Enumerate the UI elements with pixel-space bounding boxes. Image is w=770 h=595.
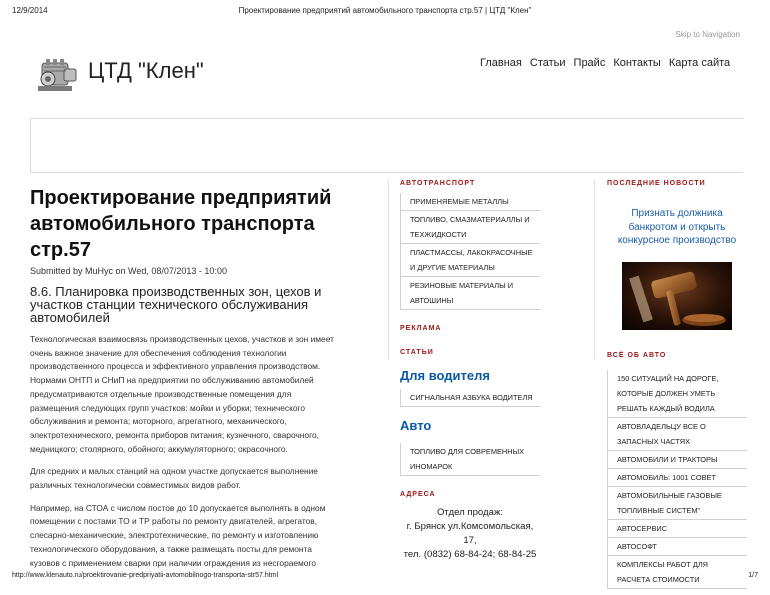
print-date: 12/9/2014 — [12, 6, 48, 15]
all-about-auto-menu-item-label: КОТОРЫЕ ДОЛЖЕН УМЕТЬ — [617, 388, 716, 398]
article-title-line: Проектирование предприятий — [30, 187, 332, 209]
banner-area — [30, 118, 743, 173]
address-line: тел. (0832) 68-84-24; 68-84-25 — [403, 549, 537, 560]
all-about-auto-menu-item[interactable] — [607, 538, 747, 556]
print-page-url: http://www.klenauto.ru/proektirovanie-predpriyatii-avtomobilnogo-transporta-str57.html — [12, 572, 279, 579]
all-about-auto-menu — [607, 370, 747, 589]
autotransport-menu — [400, 193, 540, 310]
autotransport-menu-item[interactable] — [400, 277, 540, 310]
autotransport-menu-item-label: АВТОШИНЫ — [410, 296, 454, 305]
all-about-auto-menu-item[interactable] — [607, 487, 747, 520]
article-subtitle-line: 8.6. Планировка производственных зон, цехов и — [30, 284, 322, 299]
for-drivers-link[interactable]: Для водителя — [400, 368, 490, 383]
article-title-line: автомобильного транспорта — [30, 213, 315, 235]
article-paragraph-line: медницкого; столярного, обойного; аккумуляторного; окрасочного. — [30, 443, 288, 454]
print-page-number: 1/7 — [748, 572, 758, 579]
auto-menu-item-label: ИНОМАРОК — [410, 462, 453, 471]
article-paragraph-line: различных технологически совместимых видов работ. — [30, 480, 241, 491]
all-about-auto-menu-item-label: АВТОМОБИЛИ И ТРАКТОРЫ — [617, 454, 718, 464]
article-subtitle-line: участков станции технического обслуживания — [30, 297, 309, 312]
article-paragraph-line: предусматриваются отдельные производственные помещения для — [30, 388, 292, 399]
skip-to-navigation-link[interactable]: Skip to Navigation — [675, 30, 740, 39]
address-block-title: АДРЕСА — [400, 491, 436, 498]
article-paragraph-line: технологического оборудования, а также размещать посты для ремонта — [30, 543, 312, 554]
all-about-auto-menu-item-label: ТОПЛИВНЫЕ СИСТЕМ" — [617, 505, 701, 515]
news-link-line: конкурсное производство — [617, 235, 737, 246]
article-subtitle — [30, 285, 375, 324]
articles-block-title: СТАТЬИ — [400, 349, 434, 356]
auto-menu-item-label: ТОПЛИВО ДЛЯ СОВРЕМЕННЫХ — [410, 447, 525, 456]
article-paragraph — [30, 333, 375, 456]
autotransport-menu-item[interactable] — [400, 211, 540, 244]
all-about-auto-menu-item-label: 150 СИТУАЦИЙ НА ДОРОГЕ, — [617, 373, 719, 383]
article-paragraph — [30, 465, 375, 492]
all-about-auto-menu-item[interactable] — [607, 520, 747, 538]
article — [30, 185, 375, 570]
latest-news-block-title: ПОСЛЕДНИЕ НОВОСТИ — [607, 180, 706, 187]
autotransport-menu-item-label: ТЕХЖИДКОСТИ — [410, 230, 467, 239]
autotransport-menu-item-label: РЕЗИНОВЫЕ МАТЕРИАЛЫ И — [410, 281, 514, 290]
all-about-auto-menu-item-label: АВТОВЛАДЕЛЬЦУ ВСЕ О — [617, 421, 706, 431]
all-about-auto-menu-item-label: АВТОМОБИЛЬ: 1001 СОВЕТ — [617, 472, 716, 482]
all-about-auto-block-title: ВСЁ ОБ АВТО — [607, 351, 667, 359]
article-paragraph-line: производственного процесса и эффективного управления производством. — [30, 361, 321, 372]
sales-address — [400, 506, 540, 562]
nav-sitemap[interactable]: Карта сайта — [668, 57, 731, 69]
article-subtitle-line: автомобилей — [30, 310, 110, 325]
ads-block-title: РЕКЛАМА — [400, 325, 442, 332]
nav-price[interactable]: Прайс — [573, 57, 606, 69]
all-about-auto-menu-item-label: КОМПЛЕКСЫ РАБОТ ДЛЯ — [617, 559, 709, 569]
print-footer — [0, 572, 770, 586]
column-divider — [594, 180, 595, 360]
article-paragraph-line: слесарно-механические, электротехнические, по ремонту и изготовлению — [30, 530, 319, 541]
all-about-auto-menu-item[interactable] — [607, 469, 747, 487]
gavel-image[interactable] — [622, 262, 732, 330]
address-line: Отдел продаж: — [436, 507, 504, 518]
all-about-auto-menu-item[interactable] — [607, 370, 747, 418]
all-about-auto-menu-item-label: АВТОСОФТ — [617, 541, 657, 551]
site-name[interactable]: ЦТД "Клен" — [88, 58, 204, 83]
print-header — [0, 0, 770, 22]
autotransport-menu-item-label: И ДРУГИЕ МАТЕРИАЛЫ — [410, 263, 495, 272]
column-divider — [388, 180, 389, 360]
article-paragraph-line: Технологическая взаимосвязь производственных цехов, участков и зон имеет — [30, 334, 334, 344]
all-about-auto-menu-item-label: АВТОМОБИЛЬНЫЕ ГАЗОВЫЕ — [617, 490, 722, 500]
news-link-line: банкротом и открыть — [628, 221, 726, 233]
news-link-line: Признать должника — [631, 208, 723, 219]
nav-articles[interactable]: Статьи — [529, 57, 566, 69]
article-paragraph-line: Например, на СТОА с числом постов до 10 допускается выполнять в одном — [30, 502, 326, 513]
article-body — [30, 333, 375, 570]
engine-logo-icon[interactable] — [34, 57, 80, 95]
sidebar-right — [607, 180, 747, 589]
article-title — [30, 185, 375, 263]
all-about-auto-menu-item-label: РЕШАТЬ КАЖДЫЙ ВОДИЛА — [617, 403, 715, 413]
auto-menu-item[interactable] — [400, 443, 540, 476]
drivers-menu-item-label: СИГНАЛЬНАЯ АЗБУКА ВОДИТЕЛЯ — [410, 393, 533, 402]
article-paragraph-line: размещения следующих групп участков: мойки и уборки; технического — [30, 402, 306, 413]
article-paragraph-line: очень важное значение для обеспечения соблюдения технологии — [30, 347, 287, 358]
article-paragraph-line: обслуживания и ремонта; моторного, агрегатного, механического, — [30, 416, 287, 427]
all-about-auto-menu-item-label: АВТОСЕРВИС — [617, 523, 668, 533]
autotransport-menu-item-label: ПЛАСТМАССЫ, ЛАКОКРАСОЧНЫЕ — [410, 248, 533, 257]
all-about-auto-menu-item[interactable] — [607, 418, 747, 451]
all-about-auto-menu-item-label: ЗАПАСНЫХ ЧАСТЯХ — [617, 436, 690, 446]
autotransport-menu-item-label: ТОПЛИВО, СМАЗМАТЕРИАЛЛЫ И — [410, 215, 530, 224]
autotransport-menu-item[interactable] — [400, 244, 540, 277]
auto-link[interactable]: Авто — [400, 418, 432, 433]
print-page-title: Проектирование предприятий автомобильного транспорта стр.57 | ЦТД "Клен" — [238, 6, 532, 15]
all-about-auto-menu-item-label: РАСЧЕТА СТОИМОСТИ — [617, 574, 700, 584]
main-nav — [480, 57, 730, 69]
nav-contacts[interactable]: Контакты — [613, 57, 661, 69]
drivers-menu-item[interactable] — [400, 389, 540, 407]
all-about-auto-menu-item[interactable] — [607, 451, 747, 469]
drivers-menu — [400, 389, 540, 407]
auto-menu — [400, 443, 540, 476]
article-paragraph-line: помещении с постами ТО и ТР работы по ремонту двигателей, агрегатов, — [30, 516, 318, 527]
nav-home[interactable]: Главная — [480, 57, 522, 69]
address-line: г. Брянск ул.Комсомольская, 17, — [406, 521, 534, 546]
news-article-link[interactable] — [607, 207, 747, 248]
article-paragraph-line: кузовов с применением сварки при наличии ограждения из несгораемого — [30, 557, 316, 568]
autotransport-menu-item[interactable] — [400, 193, 540, 211]
submitted-info: Submitted by MuHyc on Wed, 08/07/2013 - 10:00 — [30, 266, 227, 276]
article-paragraph-line: электротехнического, ремонта приборов питания; кузнечного, сварочного, — [30, 429, 319, 440]
article-paragraph-line: Нормами ОНТП и СНиП на предприятии по обслуживанию автомобилей — [30, 375, 314, 386]
article-title-line: стр.57 — [30, 239, 91, 261]
sidebar-middle — [400, 180, 540, 562]
article-paragraph — [30, 502, 375, 571]
article-paragraph-line: Для средних и малых станций на одном участке допускается выполнение — [30, 466, 318, 477]
autotransport-block-title: АВТОТРАНСПОРТ — [400, 180, 476, 187]
autotransport-menu-item-label: ПРИМЕНЯЕМЫЕ МЕТАЛЛЫ — [410, 197, 509, 206]
